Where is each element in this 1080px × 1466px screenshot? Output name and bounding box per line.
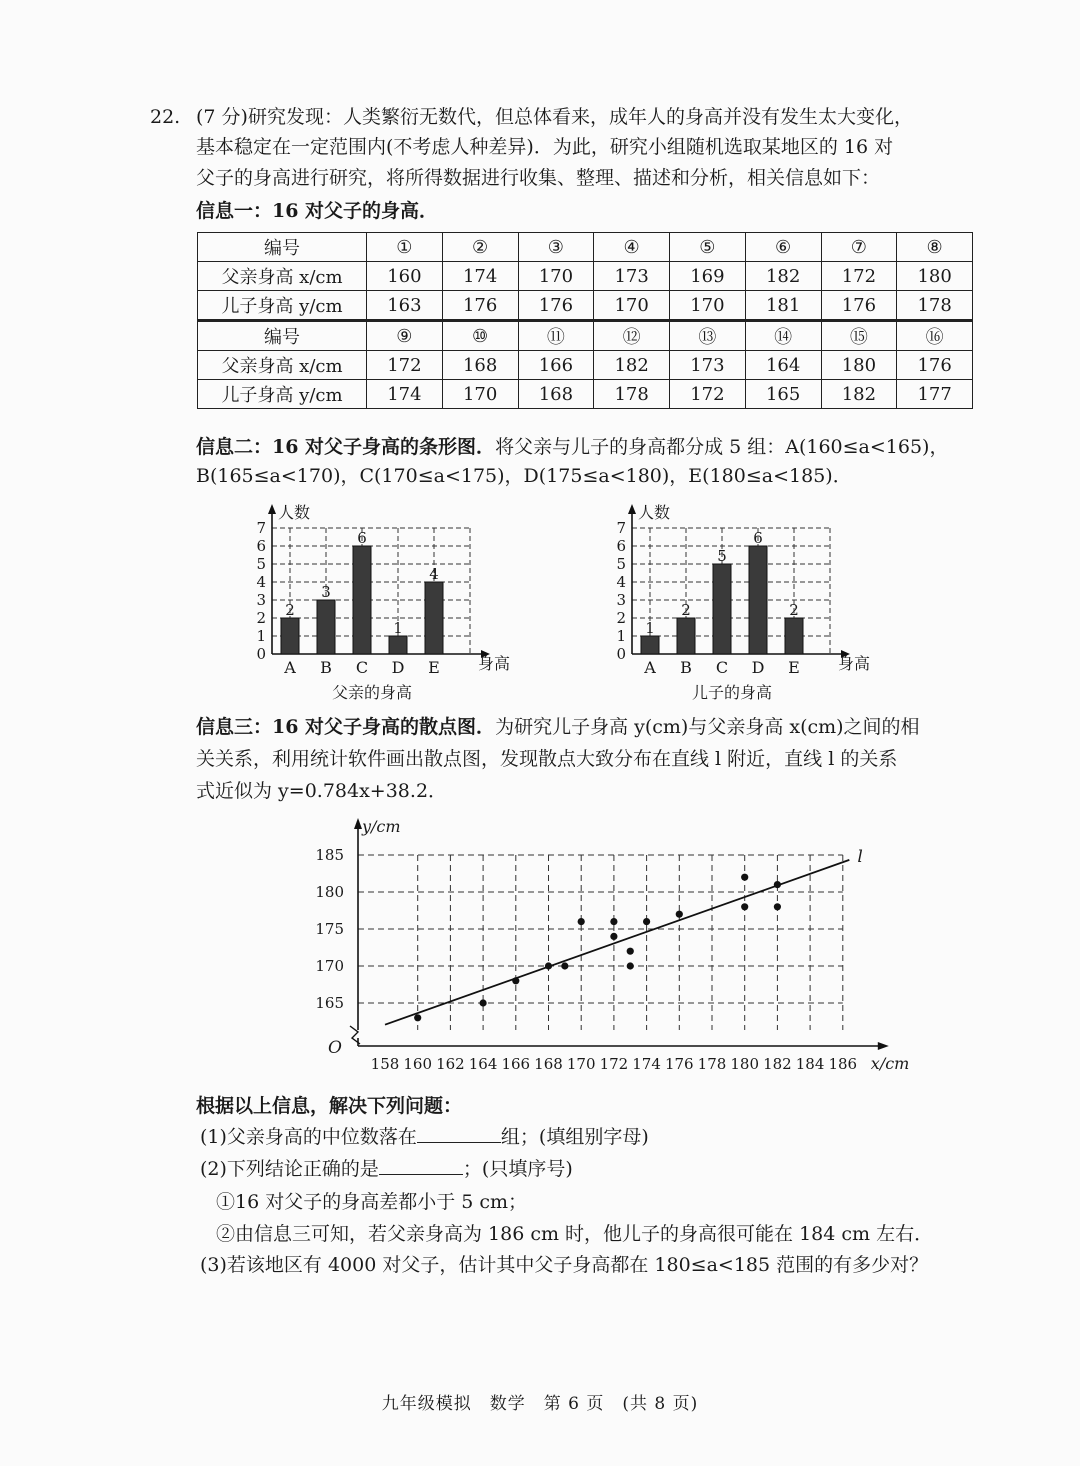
bar-value-label: 5 bbox=[717, 547, 727, 565]
table-cell: 172 bbox=[821, 262, 897, 291]
y-tick-label: 3 bbox=[256, 591, 266, 609]
table-cell: 165 bbox=[745, 380, 821, 409]
bar bbox=[425, 582, 443, 654]
table-cell: ⑮ bbox=[821, 321, 897, 351]
x-tick-label: 176 bbox=[664, 1055, 694, 1073]
table-cell: 169 bbox=[670, 262, 746, 291]
table-cell: 164 bbox=[745, 351, 821, 380]
table-cell: 160 bbox=[367, 262, 443, 291]
question-2 bbox=[200, 1155, 573, 1183]
table-cell: ⑬ bbox=[670, 321, 746, 351]
chart-title: 儿子的身高 bbox=[691, 683, 773, 702]
info2-text-line-2: B(165≤a<170)，C(170≤a<175)，D(175≤a<180)，E(180≤a<185)． bbox=[196, 465, 852, 487]
table-row-label-father: 父亲身高 x/cm bbox=[198, 351, 367, 380]
x-axis-label: 身高 bbox=[478, 654, 511, 673]
y-tick-label: 6 bbox=[616, 537, 626, 555]
y-tick-label: 4 bbox=[256, 573, 266, 591]
x-tick-label: 168 bbox=[534, 1055, 563, 1073]
info2-text-line-1 bbox=[196, 433, 948, 461]
table-cell: 178 bbox=[897, 291, 973, 321]
table-row bbox=[198, 321, 973, 351]
y-tick-label: 3 bbox=[616, 591, 626, 609]
bar bbox=[713, 564, 731, 654]
questions-heading: 根据以上信息，解决下列问题： bbox=[196, 1095, 463, 1117]
table-cell: ⑤ bbox=[670, 233, 746, 262]
table-cell: 176 bbox=[821, 291, 897, 321]
y-tick-label: 7 bbox=[616, 519, 626, 537]
y-axis-arrow-icon bbox=[354, 818, 362, 829]
question-text-line-1: (7 分)研究发现：人类繁衍无数代，但总体看来，成年人的身高并没有发生太大变化， bbox=[196, 106, 913, 128]
table-row bbox=[198, 233, 973, 262]
table-cell: ② bbox=[442, 233, 518, 262]
scatter-point bbox=[774, 903, 781, 910]
y-axis-arrow-icon bbox=[268, 504, 276, 514]
y-axis-label: 人数 bbox=[278, 503, 311, 522]
table-cell: 168 bbox=[518, 380, 594, 409]
scatter-point bbox=[627, 962, 634, 969]
table-row bbox=[198, 291, 973, 321]
x-tick-label: E bbox=[788, 658, 800, 677]
table-cell: 172 bbox=[367, 351, 443, 380]
table-cell: ④ bbox=[594, 233, 670, 262]
table-row bbox=[198, 262, 973, 291]
table-cell: ⑦ bbox=[821, 233, 897, 262]
bar bbox=[389, 636, 407, 654]
scatter-point bbox=[480, 999, 487, 1006]
table-cell: 178 bbox=[594, 380, 670, 409]
x-axis-label: x/cm bbox=[870, 1054, 910, 1073]
question-2-hint: ；(只填序号) bbox=[462, 1158, 573, 1180]
bar-value-label: 2 bbox=[681, 601, 691, 619]
y-tick-label: 1 bbox=[616, 627, 626, 645]
height-table bbox=[197, 232, 973, 409]
table-cell: 168 bbox=[442, 351, 518, 380]
info2-title: 信息二：16 对父子身高的条形图． bbox=[196, 436, 496, 458]
table-row-label-id: 编号 bbox=[198, 321, 367, 351]
son-height-bar-chart bbox=[600, 494, 900, 706]
y-tick-label: 2 bbox=[256, 609, 266, 627]
scatter-point bbox=[561, 962, 568, 969]
x-tick-label: 174 bbox=[632, 1055, 661, 1073]
question-2-option-1: ①16 对父子的身高差都小于 5 cm； bbox=[216, 1191, 528, 1213]
table-cell: 176 bbox=[518, 291, 594, 321]
scatter-point bbox=[741, 874, 748, 881]
y-tick-label: 2 bbox=[616, 609, 626, 627]
table-cell: 166 bbox=[518, 351, 594, 380]
x-tick-label: 186 bbox=[828, 1055, 858, 1073]
info2-text: 将父亲与儿子的身高都分成 5 组：A(160≤a<165)， bbox=[495, 436, 949, 458]
table-cell: 170 bbox=[518, 262, 594, 291]
y-tick-label: 175 bbox=[315, 920, 344, 938]
x-axis-label: 身高 bbox=[838, 654, 871, 673]
table-cell: 174 bbox=[367, 380, 443, 409]
x-tick-label: 162 bbox=[436, 1055, 465, 1073]
table-cell: 181 bbox=[745, 291, 821, 321]
x-tick-label: 170 bbox=[566, 1055, 596, 1073]
y-tick-label: 0 bbox=[616, 645, 626, 663]
bar-value-label: 4 bbox=[429, 565, 439, 583]
question-number: 22. bbox=[150, 106, 181, 128]
x-tick-label: D bbox=[751, 658, 765, 677]
info3-text-line-1 bbox=[196, 713, 920, 741]
table-cell: 173 bbox=[594, 262, 670, 291]
y-tick-label: 5 bbox=[256, 555, 266, 573]
x-tick-label: C bbox=[715, 658, 729, 677]
y-tick-label: 165 bbox=[315, 994, 344, 1012]
y-tick-label: 170 bbox=[315, 957, 344, 975]
table-cell: 173 bbox=[670, 351, 746, 380]
question-2-option-2: ②由信息三可知，若父亲身高为 186 cm 时，他儿子的身高很可能在 184 cm 左右． bbox=[216, 1223, 934, 1245]
x-tick-label: C bbox=[355, 658, 369, 677]
bar-value-label: 1 bbox=[393, 619, 403, 637]
table-cell: 180 bbox=[821, 351, 897, 380]
y-tick-label: 7 bbox=[256, 519, 266, 537]
bar bbox=[281, 618, 299, 654]
info3-text-line-2: 关关系，利用统计软件画出散点图，发现散点大致分布在直线 l 附近，直线 l 的关系 bbox=[196, 748, 898, 770]
table-row-label-father: 父亲身高 x/cm bbox=[198, 262, 367, 291]
y-tick-label: 180 bbox=[315, 883, 344, 901]
scatter-point bbox=[643, 918, 650, 925]
origin-label: O bbox=[328, 1038, 342, 1058]
regression-line-label: l bbox=[857, 846, 863, 867]
x-axis-arrow-icon bbox=[878, 1042, 889, 1050]
x-tick-label: 184 bbox=[795, 1055, 825, 1073]
chart-title: 父亲的身高 bbox=[331, 683, 413, 702]
question-text-line-2: 基本稳定在一定范围内(不考虑人种差异)．为此，研究小组随机选取某地区的 16 对 bbox=[196, 136, 894, 158]
page-footer: 九年级模拟 数学 第 6 页 (共 8 页) bbox=[381, 1394, 699, 1414]
x-tick-label: B bbox=[680, 658, 692, 677]
answer-blank-2[interactable] bbox=[379, 1156, 463, 1175]
table-cell: 170 bbox=[670, 291, 746, 321]
scatter-point bbox=[414, 1014, 421, 1021]
bar-value-label: 3 bbox=[321, 583, 331, 601]
table-cell: 172 bbox=[670, 380, 746, 409]
table-cell: 182 bbox=[821, 380, 897, 409]
question-text-line-3: 父子的身高进行研究，将所得数据进行收集、整理、描述和分析，相关信息如下： bbox=[196, 167, 881, 189]
bar bbox=[641, 636, 659, 654]
x-tick-label: 158 bbox=[370, 1055, 400, 1073]
table-cell: ⑥ bbox=[745, 233, 821, 262]
scatter-point bbox=[741, 903, 748, 910]
bar-value-label: 6 bbox=[357, 529, 367, 547]
x-tick-label: A bbox=[284, 658, 296, 677]
bar bbox=[749, 546, 767, 654]
scatter-point bbox=[512, 977, 519, 984]
y-tick-label: 4 bbox=[616, 573, 626, 591]
table-cell: 176 bbox=[442, 291, 518, 321]
table-cell: ⑧ bbox=[897, 233, 973, 262]
bar bbox=[317, 600, 335, 654]
table-row-label-son: 儿子身高 y/cm bbox=[198, 291, 367, 321]
x-tick-label: D bbox=[391, 658, 405, 677]
x-tick-label: 180 bbox=[730, 1055, 760, 1073]
info1-title: 信息一：16 对父子的身高． bbox=[196, 200, 439, 222]
question-1-text: (1)父亲身高的中位数落在 bbox=[200, 1126, 417, 1148]
x-tick-label: 182 bbox=[763, 1055, 792, 1073]
y-axis-label: 人数 bbox=[638, 503, 671, 522]
y-tick-label: 185 bbox=[315, 846, 344, 864]
question-1-hint: 组；(填组别字母) bbox=[500, 1126, 649, 1148]
x-tick-label: 172 bbox=[599, 1055, 629, 1073]
info3-text-line-3: 式近似为 y=0.784x+38.2． bbox=[196, 780, 448, 802]
info3-text: 为研究儿子身高 y(cm)与父亲身高 x(cm)之间的相 bbox=[495, 716, 920, 738]
scatter-point bbox=[578, 918, 585, 925]
bar bbox=[677, 618, 695, 654]
x-tick-label: B bbox=[320, 658, 332, 677]
scatter-point bbox=[774, 881, 781, 888]
table-cell: ① bbox=[367, 233, 443, 262]
father-height-bar-chart bbox=[240, 494, 540, 706]
y-axis-arrow-icon bbox=[628, 504, 636, 514]
y-tick-label: 1 bbox=[256, 627, 266, 645]
info3-title: 信息三：16 对父子身高的散点图． bbox=[196, 716, 496, 738]
scatter-point bbox=[610, 933, 617, 940]
table-cell: 174 bbox=[442, 262, 518, 291]
y-tick-label: 5 bbox=[616, 555, 626, 573]
height-scatter-plot bbox=[315, 810, 920, 1073]
table-cell: 163 bbox=[367, 291, 443, 321]
question-2-text: (2)下列结论正确的是 bbox=[200, 1158, 379, 1180]
y-axis-label: y/cm bbox=[362, 817, 401, 836]
bar-value-label: 6 bbox=[753, 529, 763, 547]
x-tick-label: A bbox=[644, 658, 656, 677]
y-tick-label: 0 bbox=[256, 645, 266, 663]
x-tick-label: 166 bbox=[501, 1055, 531, 1073]
table-cell: ⑫ bbox=[594, 321, 670, 351]
table-row bbox=[198, 380, 973, 409]
bar bbox=[353, 546, 371, 654]
question-3: (3)若该地区有 4000 对父子，估计其中父子身高都在 180≤a<185 范围的有多少对？ bbox=[200, 1254, 929, 1276]
table-cell: ⑯ bbox=[897, 321, 973, 351]
table-cell: ③ bbox=[518, 233, 594, 262]
scatter-point bbox=[676, 911, 683, 918]
table-cell: 177 bbox=[897, 380, 973, 409]
table-row bbox=[198, 351, 973, 380]
scatter-point bbox=[627, 948, 634, 955]
bar-value-label: 1 bbox=[645, 619, 655, 637]
x-tick-label: 164 bbox=[468, 1055, 498, 1073]
table-cell: 182 bbox=[745, 262, 821, 291]
table-cell: 170 bbox=[442, 380, 518, 409]
bar-value-label: 2 bbox=[789, 601, 799, 619]
table-cell: 176 bbox=[897, 351, 973, 380]
x-tick-label: 178 bbox=[697, 1055, 727, 1073]
x-tick-label: 160 bbox=[403, 1055, 433, 1073]
table-cell: 182 bbox=[594, 351, 670, 380]
scatter-point bbox=[610, 918, 617, 925]
table-row-label-id: 编号 bbox=[198, 233, 367, 262]
table-cell: ⑩ bbox=[442, 321, 518, 351]
table-cell: 180 bbox=[897, 262, 973, 291]
bar-value-label: 2 bbox=[285, 601, 295, 619]
bar bbox=[785, 618, 803, 654]
y-tick-label: 6 bbox=[256, 537, 266, 555]
question-1 bbox=[200, 1123, 649, 1151]
table-cell: 170 bbox=[594, 291, 670, 321]
table-row-label-son: 儿子身高 y/cm bbox=[198, 380, 367, 409]
x-tick-label: E bbox=[428, 658, 440, 677]
answer-blank-1[interactable] bbox=[417, 1124, 501, 1143]
table-cell: ⑪ bbox=[518, 321, 594, 351]
table-cell: ⑨ bbox=[367, 321, 443, 351]
table-cell: ⑭ bbox=[745, 321, 821, 351]
scatter-point bbox=[545, 962, 552, 969]
